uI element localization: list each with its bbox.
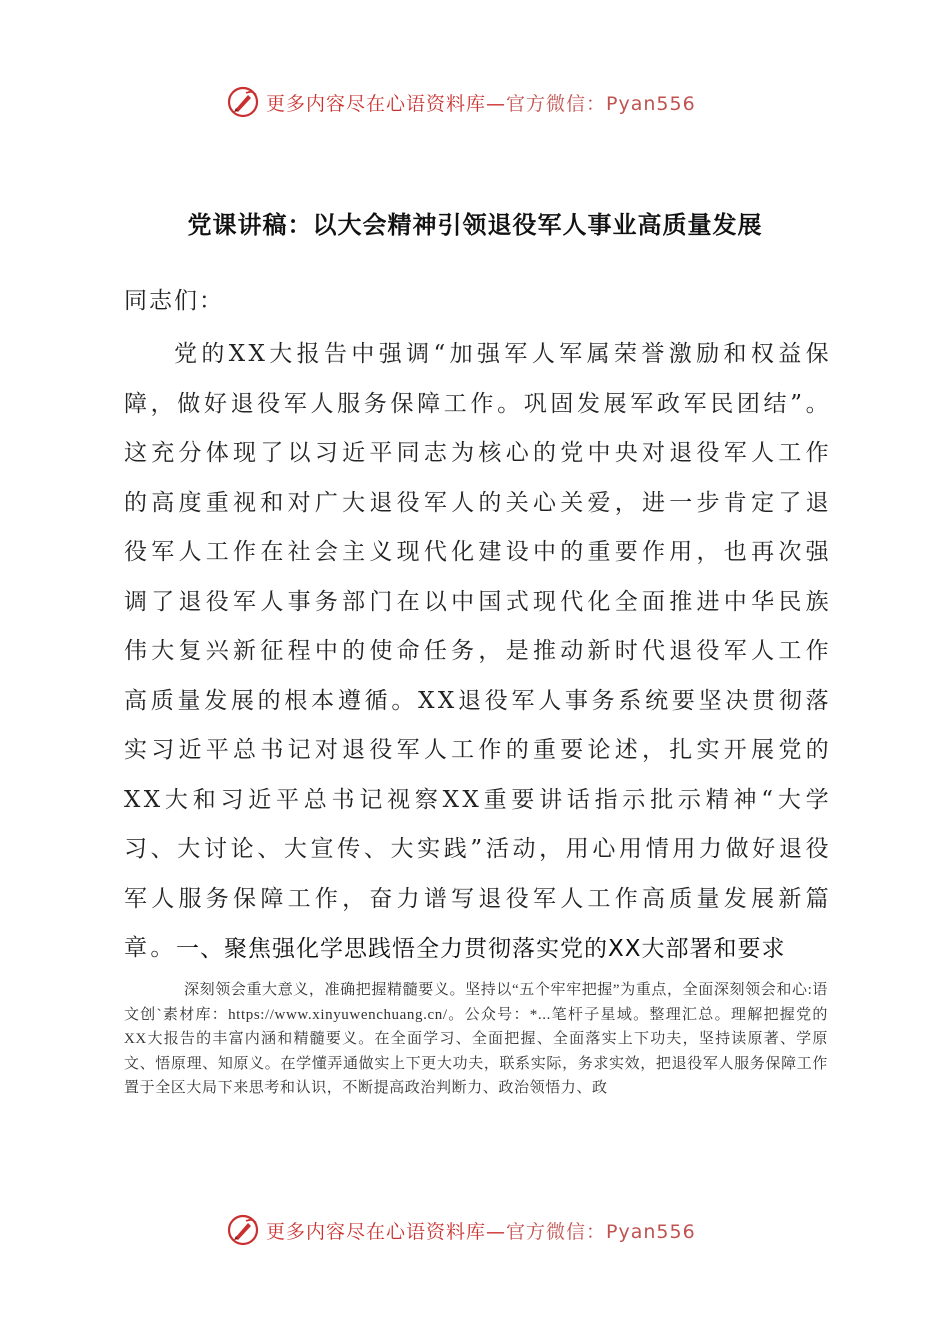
footer-banner — [226, 1210, 746, 1250]
paragraph-1: 党的XX大报告中强调“加强军人军属荣誉激励和权益保障，做好退役军人服务保障工作。巩固发展军政军民团结”。这充分体现了以习近平同志为核心的党中央对退役军人工作的高度重视和对广大退役军人的关心关爱，进一步肯定了退役军人工作在社会主义现代化建设中的重要作用，也再次强调了退役军人事务部门在以中国式现代化全面推进中华民族伟大复兴新征程中的使命任务，是推动新时代退役军人工作高质量发展的根本遵循。XX退役军人事务系统要坚决贯彻落实习近平总书记对退役军人工作的重要论述，扎实开展党的XX大和习近平总书记视察XX重要讲话指示批示精神“大学习、大讨论、大宣传、大实践”活动，用心用情用力做好退役军人服务保障工作，奋力谱写退役军人工作高质量发展新篇章。 — [124, 341, 832, 961]
pen-logo-icon — [226, 1213, 260, 1247]
header-banner-main: 更多内容尽在心语资料库— — [266, 92, 507, 115]
header-banner-wechat: 官方微信：Pyan556 — [506, 92, 696, 115]
header-banner — [226, 82, 746, 122]
section-1-heading: 一、聚焦强化学思践悟全力贯彻落实党的XX大部署和要求 — [176, 936, 786, 962]
header-banner-text — [266, 89, 696, 116]
document-title: 党课讲稿：以大会精神引领退役军人事业高质量发展 — [187, 211, 763, 239]
footer-banner-text — [266, 1217, 696, 1244]
pen-logo-icon — [226, 85, 260, 119]
footer-banner-main: 更多内容尽在心语资料库— — [266, 1220, 507, 1243]
greeting: 同志们： — [124, 288, 224, 314]
footer-banner-wechat: 官方微信：Pyan556 — [506, 1220, 696, 1243]
section-1-paragraph: 深刻领会重大意义，准确把握精髓要义。坚持以“五个牢牢把握”为重点，全面深刻领会和心:语文创`素材库：https://www.xinyuwenchuang.cn/。公众号：*...笔杆子星域。整理汇总。理解把握党的XX大报告的丰富内涵和精髓要义。在全面学习、全面把握、全面落实上下功夫，坚持读原著、学原文、悟原理、知原义。在学懂弄通做实上下更大功夫，联系实际，务求实效，把退役军人服务保障工作置于全区大局下来思考和认识，不断提高政治判断力、政治领悟力、政 — [124, 982, 828, 1096]
